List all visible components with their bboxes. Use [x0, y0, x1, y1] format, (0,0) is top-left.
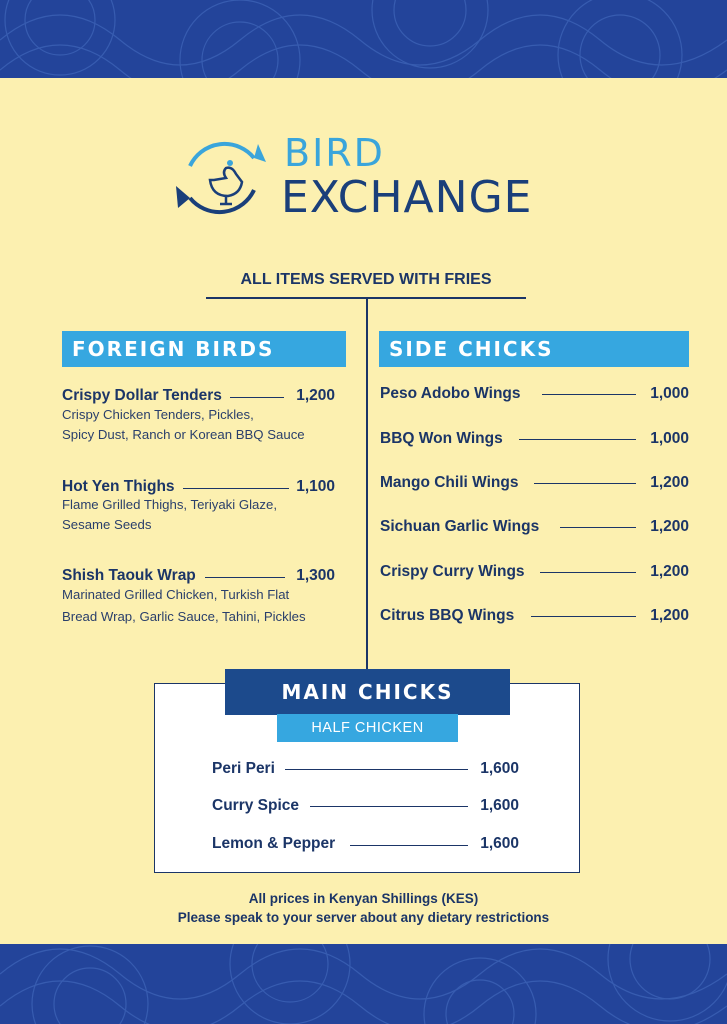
item-price: 1,200	[650, 607, 689, 624]
item-name: Citrus BBQ Wings	[380, 607, 515, 624]
item-description: Sesame Seeds	[62, 517, 152, 532]
item-price: 1,200	[650, 474, 689, 491]
item-name: Hot Yen Thighs	[62, 478, 175, 495]
leader-line	[350, 845, 468, 846]
brand-line2: EXCHANGE	[281, 172, 533, 223]
bird-exchange-logo-icon	[170, 130, 274, 226]
item-name: Lemon & Pepper	[212, 835, 336, 852]
item-name: Crispy Dollar Tenders	[62, 387, 222, 404]
half-chicken-label: HALF CHICKEN	[277, 714, 458, 742]
item-description: Spicy Dust, Ranch or Korean BBQ Sauce	[62, 427, 305, 442]
item-description: Flame Grilled Thighs, Teriyaki Glaze,	[62, 497, 277, 512]
item-price: 1,100	[296, 478, 335, 495]
leader-line	[310, 806, 468, 807]
leader-line	[542, 394, 636, 395]
item-price: 1,000	[650, 430, 689, 447]
item-name: Mango Chili Wings	[380, 474, 519, 491]
item-name: Sichuan Garlic Wings	[380, 518, 540, 535]
item-description: Marinated Grilled Chicken, Turkish Flat	[62, 587, 290, 602]
leader-line	[560, 527, 636, 528]
leader-line	[230, 397, 284, 398]
brand-line1: BIRD	[284, 131, 385, 175]
leader-line	[205, 577, 285, 578]
bottom-pattern-band	[0, 944, 727, 1024]
served-with-fries-note: ALL ITEMS SERVED WITH FRIES	[240, 271, 492, 288]
item-price: 1,200	[650, 563, 689, 580]
item-name: Shish Taouk Wrap	[62, 567, 196, 584]
leader-line	[531, 616, 636, 617]
item-price: 1,200	[296, 387, 335, 404]
item-name: Peri Peri	[212, 760, 275, 777]
currency-note: All prices in Kenyan Shillings (KES)	[248, 891, 479, 906]
item-name: BBQ Won Wings	[380, 430, 503, 447]
leader-line	[519, 439, 636, 440]
item-name: Peso Adobo Wings	[380, 385, 521, 402]
item-price: 1,000	[650, 385, 689, 402]
divider-vertical	[366, 297, 368, 684]
leader-line	[183, 488, 289, 489]
item-price: 1,300	[296, 567, 335, 584]
item-price: 1,200	[650, 518, 689, 535]
item-price: 1,600	[480, 797, 519, 814]
item-price: 1,600	[480, 760, 519, 777]
item-description: Crispy Chicken Tenders, Pickles,	[62, 407, 254, 422]
section-title-main-chicks: MAIN CHICKS	[225, 669, 510, 715]
leader-line	[285, 769, 468, 770]
leader-line	[540, 572, 636, 573]
section-title-side-chicks: SIDE CHICKS	[379, 331, 689, 367]
section-title-foreign-birds: FOREIGN BIRDS	[62, 331, 346, 367]
dietary-note: Please speak to your server about any dietary restrictions	[177, 910, 550, 925]
item-name: Curry Spice	[212, 797, 300, 814]
leader-line	[534, 483, 636, 484]
item-name: Crispy Curry Wings	[380, 563, 525, 580]
item-description: Bread Wrap, Garlic Sauce, Tahini, Pickles	[62, 609, 306, 624]
item-price: 1,600	[480, 835, 519, 852]
top-pattern-band	[0, 0, 727, 78]
